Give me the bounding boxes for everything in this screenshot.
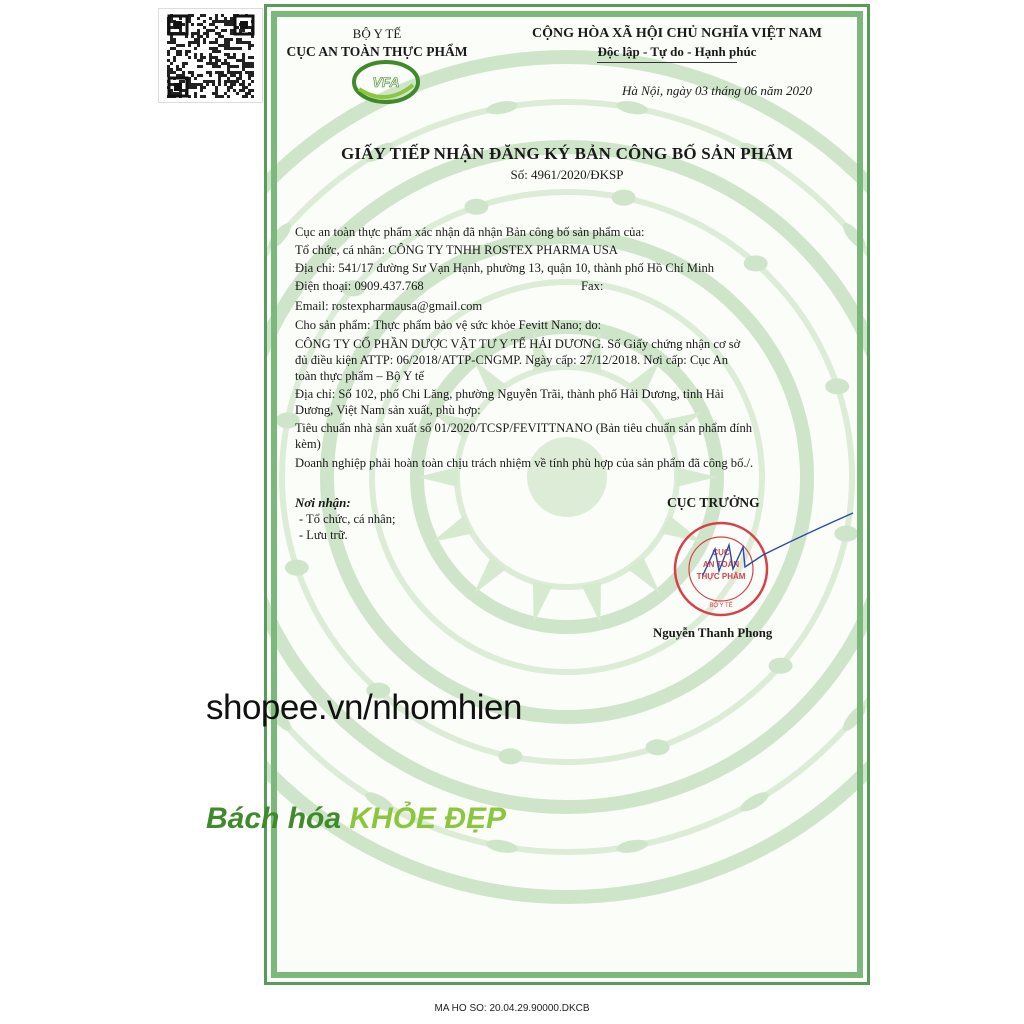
body-line-13: Doanh nghiệp phải hoàn toàn chịu trách nhiệm về tính phù hợp của sản phẩm đã công bố./. xyxy=(295,456,754,470)
stamp-sub-text: THỰC PHẨM xyxy=(696,572,746,581)
body-line-7: đủ điều kiện ATTP: 06/2018/ATTP-CNGMP. Ngày cấp: 27/12/2018. Nơi cấp: Cục An xyxy=(295,353,729,367)
brand-watermark xyxy=(206,802,506,836)
stamp-center-text: AN TOÀN xyxy=(702,560,740,569)
country-title: CỘNG HÒA XÃ HỘI CHỦ NGHĨA VIỆT NAM xyxy=(531,26,822,41)
official-stamp xyxy=(663,505,863,629)
motto: Độc lập - Tự do - Hạnh phúc xyxy=(597,44,757,59)
vfa-logo-text: VFA xyxy=(372,74,400,90)
qr-code xyxy=(158,8,263,103)
recipient-item: - Tổ chức, cá nhân; xyxy=(299,512,396,526)
body-line-2: Tổ chức, cá nhân: CÔNG TY TNHH ROSTEX PHARMA USA xyxy=(295,243,618,257)
record-code: MA HO SO: 20.04.29.90000.DKCB xyxy=(434,1003,590,1014)
body-line-3: Địa chỉ: 541/17 đường Sư Vạn Hạnh, phường 13, quận 10, thành phố Hồ Chí Minh xyxy=(295,261,715,275)
vfa-logo xyxy=(351,59,421,105)
body-line-9: Địa chỉ: Số 102, phố Chi Lăng, phường Nguyễn Trãi, thành phố Hải Dương, tỉnh Hải xyxy=(295,387,724,401)
brand-accent: KHỎE ĐẸP xyxy=(349,802,507,835)
brand-prefix: Bách hóa xyxy=(206,802,350,835)
phone-line: Điện thoại: 0909.437.768 xyxy=(295,279,424,293)
signer-title: CỤC TRƯỞNG xyxy=(667,495,760,510)
ministry-label: BỘ Y TẾ xyxy=(352,26,402,41)
body-line-6: CÔNG TY CỔ PHẦN DƯỢC VẬT TƯ Y TẾ HẢI DƯƠNG. Số Giấy chứng nhận cơ sở xyxy=(295,337,741,351)
signer-name: Nguyễn Thanh Phong xyxy=(653,626,773,640)
shop-url-watermark: shopee.vn/nhomhien xyxy=(206,688,522,727)
body-line-12: kèm) xyxy=(295,437,321,451)
recipients-heading: Nơi nhận: xyxy=(295,495,351,510)
certificate-frame xyxy=(264,4,870,985)
body-line-10: Dương, Việt Nam sản xuất, phù hợp: xyxy=(295,403,481,417)
qr-code-icon xyxy=(167,14,255,98)
body-line-11: Tiêu chuẩn nhà sản xuất số 01/2020/TCSP/FEVITTNANO (Bản tiêu chuẩn sản phẩm đính xyxy=(295,421,753,435)
motto-underline xyxy=(597,62,737,63)
body-line-8: toàn thực phẩm – Bộ Y tế xyxy=(295,369,425,383)
email-line: Email: rostexpharmausa@gmail.com xyxy=(295,299,483,313)
recipient-item: - Lưu trữ. xyxy=(299,528,348,542)
document-title: GIẤY TIẾP NHẬN ĐĂNG KÝ BẢN CÔNG BỐ SẢN PHẨM xyxy=(340,144,794,163)
date-line: Hà Nội, ngày 03 tháng 06 năm 2020 xyxy=(622,83,812,98)
body-line-1: Cục an toàn thực phẩm xác nhận đã nhận Bản công bố sản phẩm của: xyxy=(295,225,645,239)
fax-label: Fax: xyxy=(581,279,604,293)
document-number: Số: 4961/2020/ĐKSP xyxy=(510,167,624,182)
stamp-top-text: CỤC xyxy=(712,548,730,557)
department-label: CỤC AN TOÀN THỰC PHẨM xyxy=(286,44,468,59)
stamp-bottom-text: BỘ Y TẾ xyxy=(709,603,733,609)
body-line-5: Cho sản phẩm: Thực phẩm bảo vệ sức khỏe Fevitt Nano; do: xyxy=(295,318,602,332)
